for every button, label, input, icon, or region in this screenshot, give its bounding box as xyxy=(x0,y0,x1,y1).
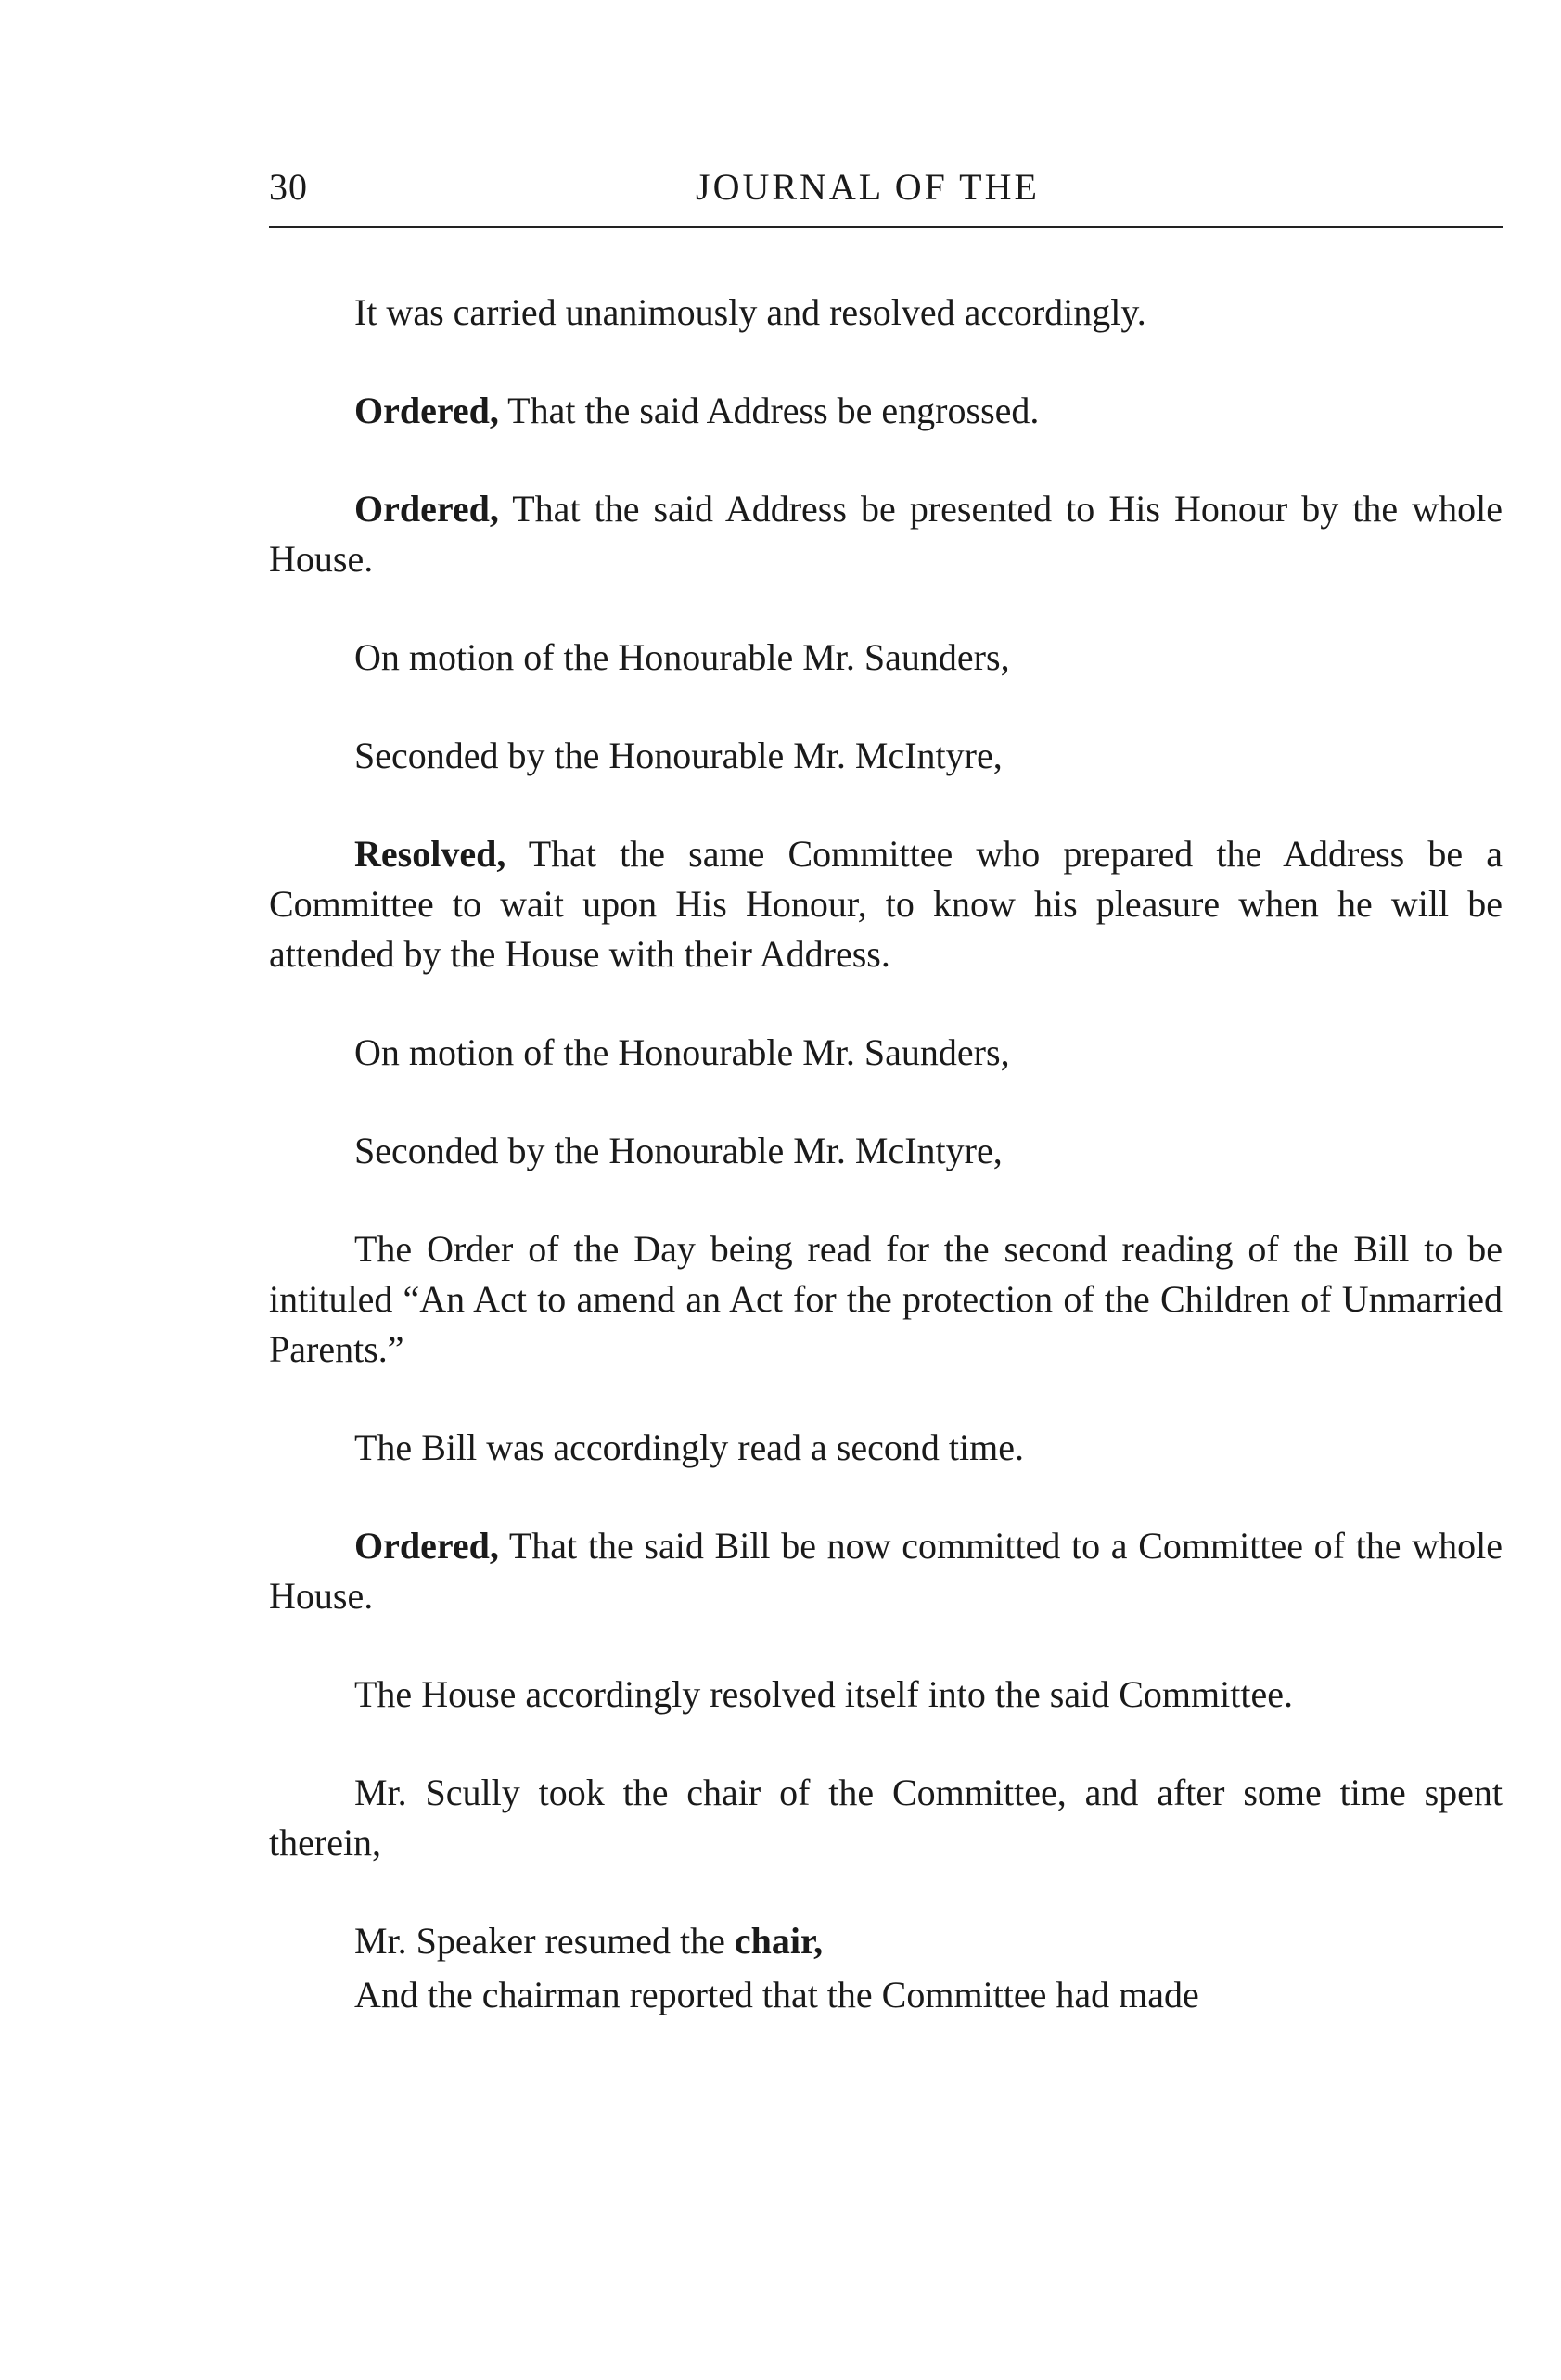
paragraph-text: That the said Address be engrossed. xyxy=(498,390,1040,431)
paragraph xyxy=(269,1916,1503,1966)
paragraph-text: That the same Committee who prepared the Address be a Committee to wait upon His Honour, to know his pleasure when he will be attended by the House with their Address. xyxy=(269,833,1503,975)
paragraph-text: Seconded by the Honourable Mr. McIntyre, xyxy=(354,1130,1003,1171)
paragraph xyxy=(269,731,1503,781)
page-number: 30 xyxy=(269,166,308,208)
page-header xyxy=(269,148,1503,232)
paragraph xyxy=(269,1224,1503,1375)
paragraph-text: On motion of the Honourable Mr. Saunders, xyxy=(354,1031,1010,1073)
paragraph xyxy=(269,1521,1503,1621)
running-head: JOURNAL OF THE xyxy=(696,166,1040,208)
paragraph-lead: Ordered, xyxy=(354,488,499,530)
paragraph xyxy=(269,1423,1503,1473)
paragraph-text: Mr. Scully took the chair of the Committee, and after some time spent therein, xyxy=(269,1772,1503,1863)
paragraph xyxy=(269,484,1503,584)
paragraph xyxy=(269,1028,1503,1078)
paragraph-text: It was carried unanimously and resolved accordingly. xyxy=(354,291,1146,333)
paragraph xyxy=(269,829,1503,979)
journal-body xyxy=(269,288,1503,2068)
paragraph-text: The Bill was accordingly read a second time. xyxy=(354,1427,1024,1468)
paragraph-text: And the chairman reported that the Committee had made xyxy=(354,1974,1199,2015)
paragraph xyxy=(269,1970,1503,2020)
paragraph-text: That the said Address be presented to His Honour by the whole House. xyxy=(269,488,1503,580)
paragraph xyxy=(269,1126,1503,1176)
paragraph-text: Seconded by the Honourable Mr. McIntyre, xyxy=(354,735,1003,776)
paragraph-text: The House accordingly resolved itself into the said Committee. xyxy=(354,1673,1293,1715)
paragraph-emphasis: chair, xyxy=(734,1920,824,1962)
paragraph-text: Mr. Speaker resumed the xyxy=(354,1920,735,1962)
paragraph xyxy=(269,633,1503,683)
paragraph-text: On motion of the Honourable Mr. Saunders, xyxy=(354,636,1010,678)
header-rule xyxy=(269,226,1503,228)
paragraph-lead: Ordered, xyxy=(354,1525,499,1567)
paragraph xyxy=(269,386,1503,436)
paragraph xyxy=(269,288,1503,338)
paragraph-lead: Ordered, xyxy=(354,390,499,431)
paragraph xyxy=(269,1768,1503,1868)
paragraph xyxy=(269,1670,1503,1720)
paragraph-text: The Order of the Day being read for the second reading of the Bill to be intituled “An Act to amend an Act for the protection of the Children of Unmarried Parents.” xyxy=(269,1228,1503,1370)
paragraph-lead: Resolved, xyxy=(354,833,506,875)
paragraph-text: That the said Bill be now committed to a Committee of the whole House. xyxy=(269,1525,1503,1617)
